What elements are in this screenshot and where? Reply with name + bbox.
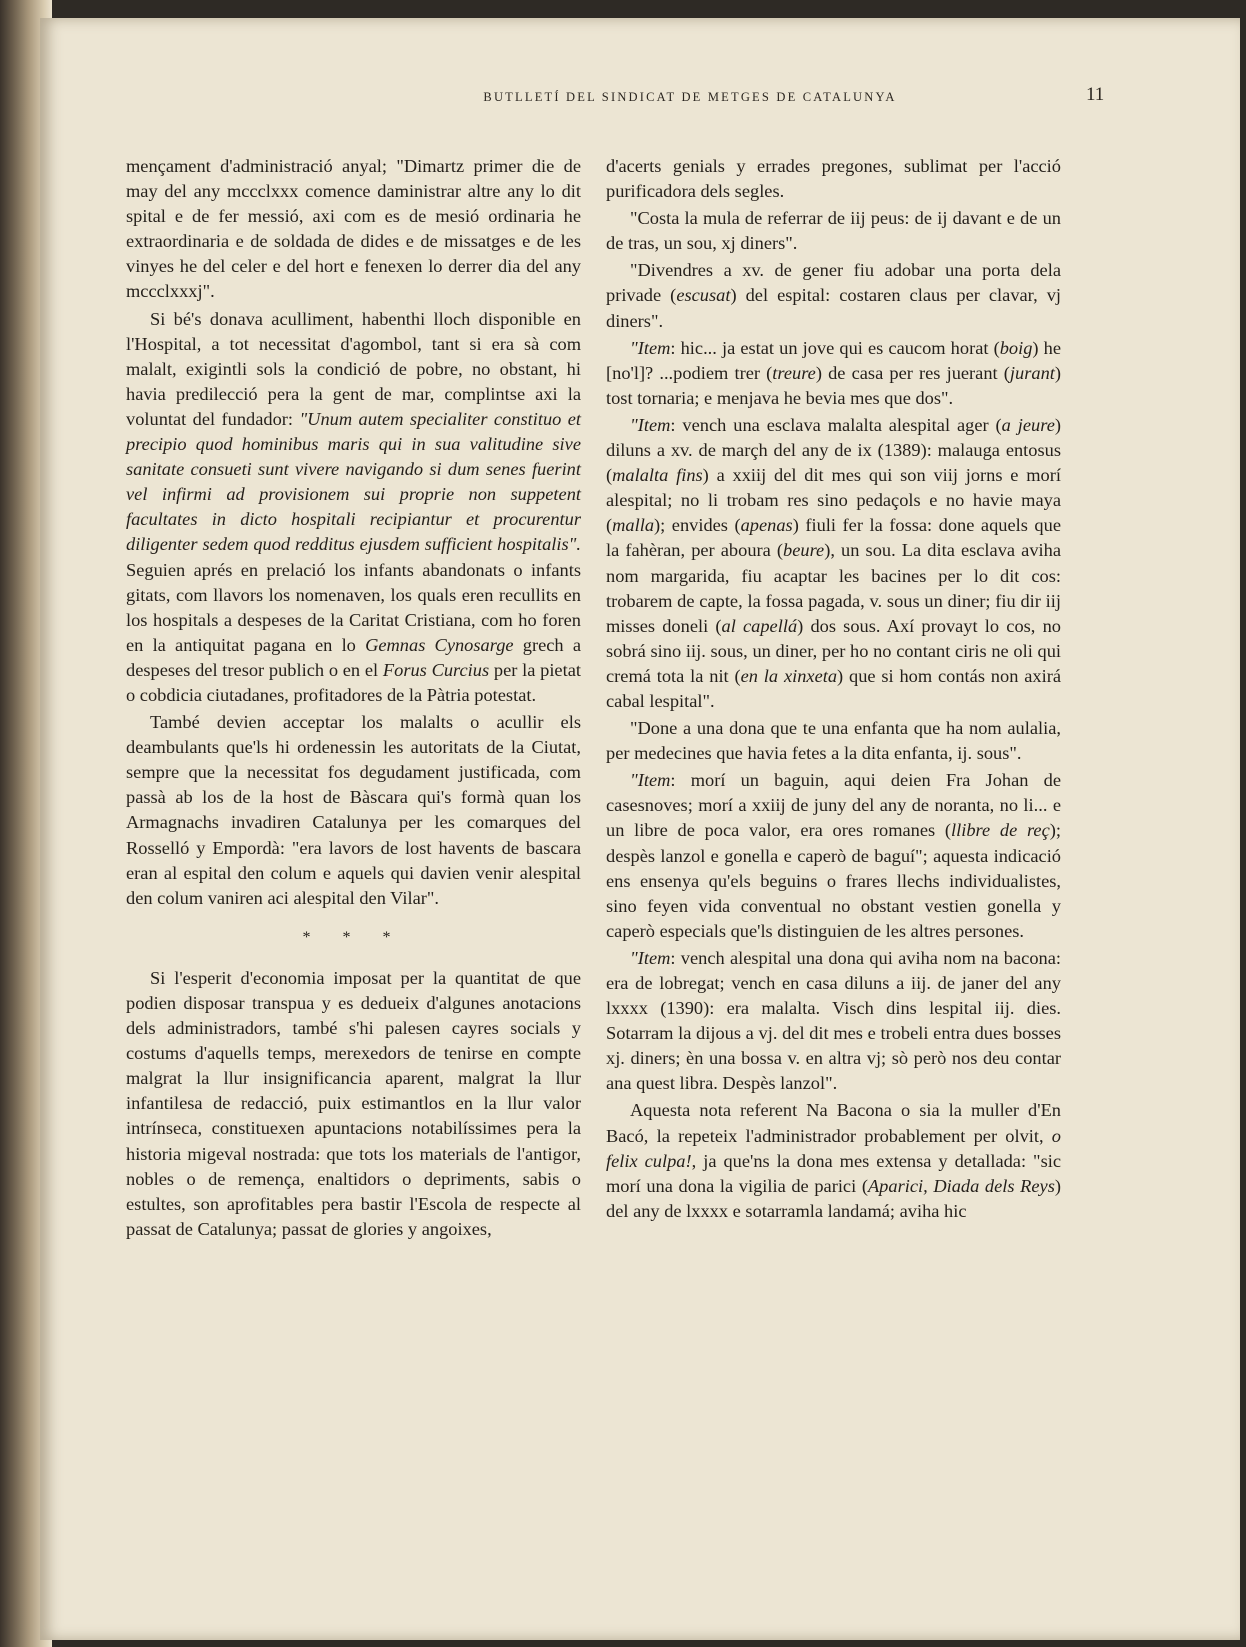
text-span: ) dos sous. Axí provayt lo cos, no sobrá sino iij. sous, un diner, per ho no contant ciris ne oli qui cremá tota la nit ( bbox=[606, 615, 1061, 686]
left-column bbox=[126, 154, 581, 1242]
italic-term: "Item bbox=[630, 770, 671, 791]
latin-quote: "Unum autem specialiter constituo et precipio quod hominibus maris qui in sua valitudine sive sanitate consueti sunt vivere navigando si dum senes fuerint vel infirmi ad provisionem sui proprie non suppetent facultates in dicto hospitali recipiantur et procurentur diligenter sedem quod redditus ejusdem sufficient hospitalis". bbox=[126, 408, 582, 555]
text-span: Aquesta nota referent Na Bacona o sia la muller d'En Bacó, la repeteix l'administrador probablement per olvit, bbox=[606, 1100, 1061, 1146]
italic-term: llibre de reç bbox=[951, 820, 1050, 841]
paragraph: "Done a una dona que te una enfanta que ha nom aulalia, per medecines que havia fetes a la dita enfanta, ij. sous". bbox=[606, 718, 1061, 764]
text-span: : hic... ja estat un jove qui es caucom horat ( bbox=[670, 337, 1000, 358]
italic-term: jurant bbox=[1009, 362, 1055, 383]
paragraph bbox=[126, 307, 581, 709]
text-span: : morí un baguin, aqui deien Fra Johan de casesnoves; morí a xxiij de juny del any de noranta, no li... e un libre de poca valor, era ores romanes ( bbox=[606, 770, 1061, 841]
page-number: 11 bbox=[1086, 84, 1105, 105]
text-span: ) diluns a xv. de marçh del any de ix (1389): malauga entosus ( bbox=[606, 414, 1061, 486]
text-span: ) fiuli fer la fossa: done aquels que la fahèran, per aboura ( bbox=[606, 515, 1061, 561]
italic-term: treure bbox=[772, 362, 816, 383]
right-column bbox=[606, 154, 1061, 1224]
text-span: ) de casa per res juerant ( bbox=[815, 362, 1010, 383]
paragraph bbox=[606, 258, 1061, 333]
italic-term: escusat bbox=[676, 285, 731, 306]
text-span: Si bé's donava aculliment, habenthi lloch disponible en l'Hospital, a tot necessitat d'agombol, tant si era sà com malalt, exigintli sols la condició de pobre, no obstant, hi havia predilecció pera la gent de mar, complintse axi la voluntat del fundador: bbox=[126, 308, 581, 429]
italic-term: apenas bbox=[740, 515, 793, 536]
italic-term: o felix culpa! bbox=[606, 1125, 1061, 1171]
section-divider: * * * bbox=[302, 928, 405, 946]
paragraph: d'acerts genials y errades pregones, sublimat per l'acció purificadora dels segles. bbox=[606, 156, 1061, 202]
paragraph bbox=[606, 336, 1061, 411]
text-span: : vench alespital una dona qui aviha nom na bacona: era de lobregat; vench en casa diluns a iij. de janer del any lxxxx (1390): era malalta. Visch dins lespital iij. dies. Sotarram la dijous a vj. del dit mes e trobeli entra dues bosses xj. diners; èn una bossa v. en altra vj; sò però nos deu contar ana quest libra. Despès lanzol". bbox=[606, 947, 1061, 1094]
italic-term: Aparici, Diada dels Reys bbox=[867, 1175, 1055, 1196]
text-span: ) he [no'l]? ...podiem trer ( bbox=[606, 337, 1061, 383]
text-span: ) del espital: costaren claus per clavar, vj diners". bbox=[606, 285, 1062, 331]
paragraph: Si l'esperit d'economia imposat per la quantitat de que podien disposar transpua y es dedueix d'algunes anotacions dels administradors, també s'hi palesen cayres socials y costums d'aquells temps, merexedors de tenirse en compte malgrat la llur insignificancia aparent, malgrat la llur infantilesa de redacció, puix estimantlos en la llur valor intrínseca, constituexen apuntacions notabilíssimes pera la historia migeval nostrada: que tots los materials de l'antigor, nobles o de remença, enaltidors o depriments, sabis o estultes, son aprofitables pera bastir l'Escola de respecte al passat de Catalunya; passat de glories y angoixes, bbox=[126, 967, 581, 1239]
paragraph: "Costa la mula de referrar de iij peus: de ij davant e de un de tras, un sou, xj diners". bbox=[606, 208, 1061, 254]
text-span: ), un sou. La dita esclava aviha nom margarida, fiu acaptar les bacines per lo dit cos: trobarem de capte, la fossa pagada, v. sous un diner; fiu dir iij misses doneli ( bbox=[606, 540, 1061, 636]
text-span: per la pietat o cobdicia ciutadanes, profitadores de la Pàtria potestat. bbox=[126, 659, 581, 705]
italic-term: al capellá bbox=[721, 615, 798, 636]
text-span: ) del any de lxxxx e sotarramla landamá; aviha hic bbox=[606, 1175, 1061, 1221]
italic-term: Forus Curcius bbox=[382, 659, 490, 680]
text-span: Seguien aprés en prelació los infants abandonats o infants gitats, com llavors los nomenaven, los quals eren recullits en los hospitals a despeses de la Caritat Cristiana, com ho foren en la antiquitat pagana en lo bbox=[126, 559, 581, 655]
italic-term: boig bbox=[999, 337, 1033, 358]
text-span: : vench una esclava malalta alespital ager ( bbox=[670, 414, 1002, 435]
italic-term: beure bbox=[783, 540, 825, 561]
text-span: grech a despeses del tresor publich o en el bbox=[126, 634, 581, 680]
document-page bbox=[40, 18, 1240, 1640]
text-span: , ja que'ns la dona mes extensa y detallada: "sic morí una dona la vigilia de parici ( bbox=[606, 1150, 1061, 1196]
paragraph bbox=[606, 1098, 1061, 1223]
paragraph bbox=[606, 768, 1061, 944]
italic-term: malla bbox=[612, 515, 655, 536]
italic-term: "Item bbox=[630, 947, 671, 968]
paragraph bbox=[606, 946, 1061, 1097]
italic-term: malalta fins bbox=[612, 465, 703, 486]
italic-term: a jeure bbox=[1001, 414, 1055, 435]
text-span: "Divendres a xv. de gener fiu adobar una porta dela privade ( bbox=[606, 260, 1061, 306]
paragraph: També devien acceptar los malalts o acullir els deambulants que'ls hi ordenessin les autoritats de la Ciutat, sempre que la necessitat fos degudament justificada, com passà ab los de la host de Bàscara qui's formà quan los Armagnachs invadiren Catalunya per les comarques del Rosselló y Empordà: "era lavors de lost havents de bascara eran al espital den colum e aquels qui davien venir alespital den colum vaniren aci alespital den Vilar". bbox=[126, 712, 581, 908]
text-span: ) tost tornaria; e menjava he bevia mes que dos". bbox=[606, 362, 1061, 408]
italic-term: en la xinxeta bbox=[740, 665, 838, 686]
text-span: ); despès lanzol e gonella e caperò de baguí"; aquesta indicació ens ensenya qu'els beguins o frares llechs individualistes, sino feyen vida conventual no obstant vestien gonella y caperò especials que'ls distinguien de les altres persones. bbox=[606, 820, 1061, 941]
text-span: ) a xxiij del dit mes qui son viij jorns e morí alespital; no li trobam res sino pedaçols e no havie maya ( bbox=[606, 465, 1061, 536]
running-title: BUTLLETÍ DEL SINDICAT DE METGES DE CATALUNYA bbox=[483, 90, 897, 104]
text-span: ) que si hom contás non axirá cabal lespital". bbox=[606, 665, 1061, 711]
italic-term: Gemnas Cynosarge bbox=[365, 634, 514, 655]
italic-term: "Item bbox=[630, 414, 671, 435]
paragraph: mençament d'administració anyal; "Dimartz primer die de may del any mccclxxx comence daministrar altre any lo dit spital e de fer messió, axi com es de mesió ordinaria he extraordinaria e de soldada de dides e de missatges e de les vinyes he del celer e del hort e fenexen lo derrer dia del any mccclxxxj". bbox=[126, 156, 581, 302]
italic-term: "Item bbox=[630, 337, 671, 358]
paragraph bbox=[606, 413, 1061, 714]
text-span: ); envides ( bbox=[654, 515, 741, 536]
